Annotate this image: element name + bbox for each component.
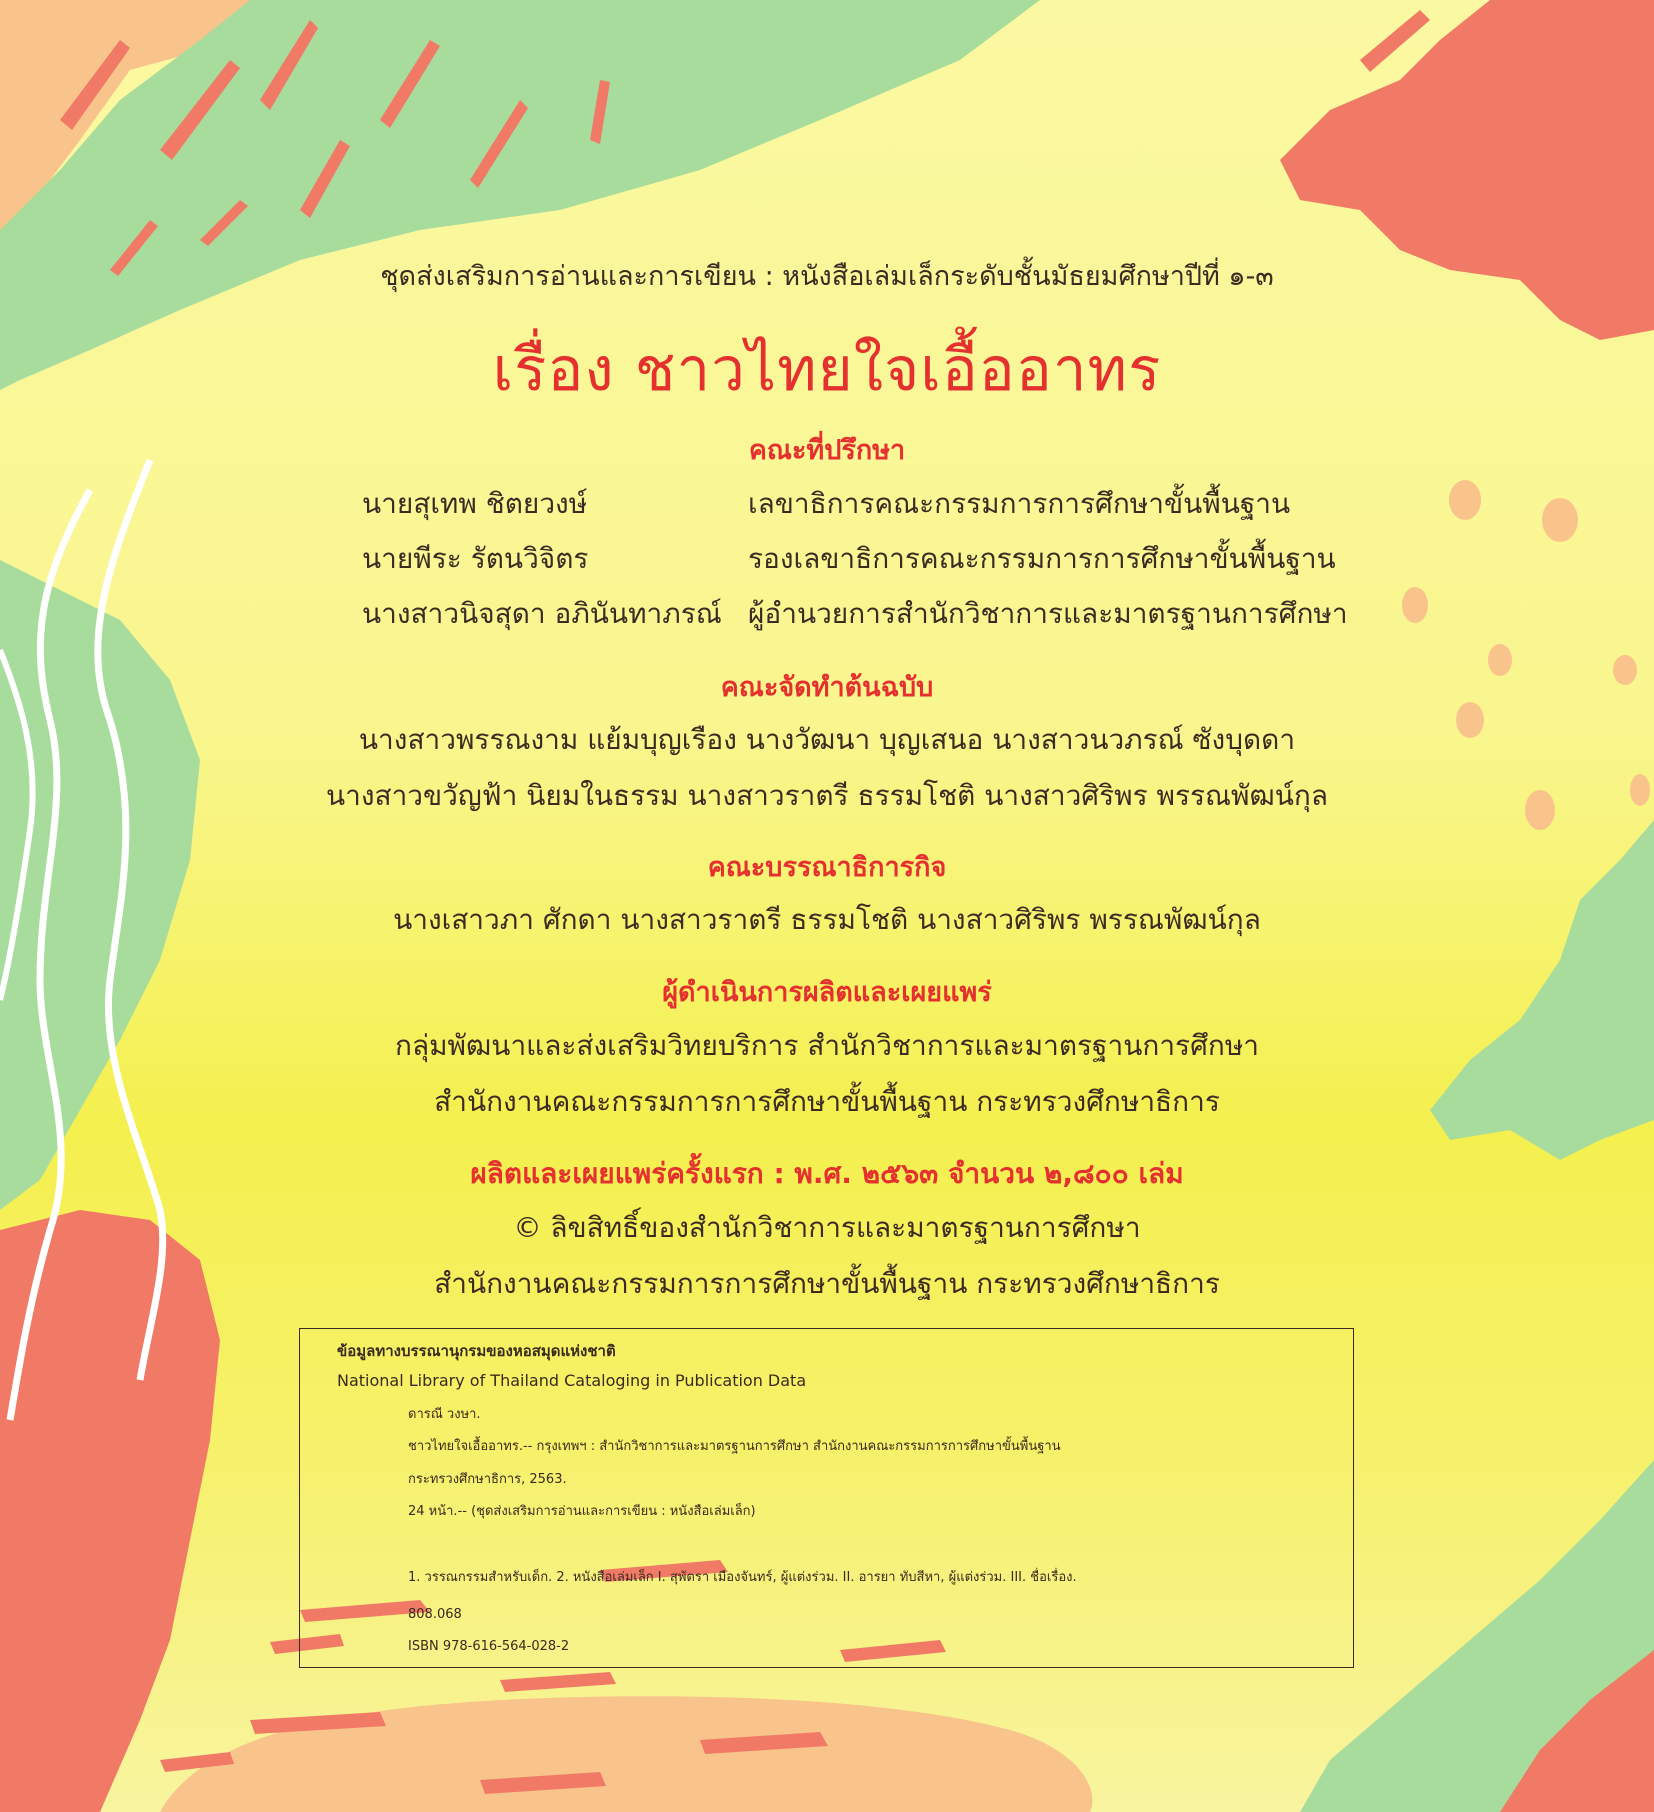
copyright-line: © ลิขสิทธิ์ของสำนักวิชาการและมาตรฐานการศึกษา bbox=[513, 1211, 1141, 1244]
advisor-position: เลขาธิการคณะกรรมการการศึกษาขั้นพื้นฐาน bbox=[748, 487, 1291, 520]
cataloging-pages: 24 หน้า.-- (ชุดส่งเสริมการอ่านและการเขียน : หนังสือเล่มเล็ก) bbox=[408, 1504, 756, 1519]
advisor-name: นายสุเทพ ชิตยวงษ์ bbox=[362, 487, 588, 520]
book-title: เรื่อง ชาวไทยใจเอื้ออาทร bbox=[492, 335, 1162, 405]
cataloging-author: ดารณี วงษา. bbox=[408, 1407, 481, 1422]
editors-line: นางเสาวภา ศักดา นางสาวราตรี ธรรมโชติ นางสาวศิริพร พรรณพัฒน์กุล bbox=[393, 903, 1261, 936]
advisor-name: นางสาวนิจสุดา อภินันทาภรณ์ bbox=[362, 597, 722, 630]
cataloging-classification: 808.068 bbox=[408, 1607, 462, 1622]
original-team-line: นางสาวพรรณงาม แย้มบุญเรือง นางวัฒนา บุญเสนอ นางสาวนวภรณ์ ซังบุดดา bbox=[358, 723, 1296, 756]
advisor-name: นายพีระ รัตนวิจิตร bbox=[362, 542, 589, 575]
cataloging-heading-thai: ข้อมูลทางบรรณานุกรมของหอสมุดแห่งชาติ bbox=[337, 1342, 616, 1360]
advisor-position: ผู้อำนวยการสำนักวิชาการและมาตรฐานการศึกษา bbox=[748, 597, 1348, 630]
cataloging-entry: ชาวไทยใจเอื้ออาทร.-- กรุงเทพฯ : สำนักวิชาการและมาตรฐานการศึกษา สำนักงานคณะกรรมการการศึกษาขั้นพื้นฐาน bbox=[408, 1439, 1061, 1454]
original-team-line: นางสาวขวัญฟ้า นิยมในธรรม นางสาวราตรี ธรรมโชติ นางสาวศิริพร พรรณพัฒน์กุล bbox=[325, 779, 1329, 812]
cataloging-heading-english: National Library of Thailand Cataloging in Publication Data bbox=[337, 1371, 807, 1390]
advisor-position: รองเลขาธิการคณะกรรมการการศึกษาขั้นพื้นฐาน bbox=[748, 542, 1336, 575]
editors-heading: คณะบรรณาธิการกิจ bbox=[707, 852, 947, 883]
publisher-heading: ผู้ดำเนินการผลิตและเผยแพร่ bbox=[662, 977, 992, 1008]
cataloging-box bbox=[299, 1328, 1354, 1668]
copyright-line: สำนักงานคณะกรรมการการศึกษาขั้นพื้นฐาน กระทรวงศึกษาธิการ bbox=[434, 1267, 1220, 1300]
publisher-line: กลุ่มพัฒนาและส่งเสริมวิทยบริการ สำนักวิชาการและมาตรฐานการศึกษา bbox=[394, 1029, 1259, 1062]
cataloging-isbn: ISBN 978-616-564-028-2 bbox=[408, 1639, 570, 1654]
cataloging-subjects: 1. วรรณกรรมสำหรับเด็ก. 2. หนังสือเล่มเล็ก I. สุพัตรา เมืองจันทร์, ผู้แต่งร่วม. II. อารยา ทับสีหา, ผู้แต่งร่วม. III. ชื่อเรื่อง. bbox=[408, 1570, 1077, 1585]
publisher-line: สำนักงานคณะกรรมการการศึกษาขั้นพื้นฐาน กระทรวงศึกษาธิการ bbox=[434, 1085, 1220, 1118]
cataloging-entry: กระทรวงศึกษาธิการ, 2563. bbox=[408, 1472, 567, 1487]
series-title: ชุดส่งเสริมการอ่านและการเขียน : หนังสือเล่มเล็กระดับชั้นมัธยมศึกษาปีที่ ๑-๓ bbox=[380, 261, 1274, 292]
original-team-heading: คณะจัดทำต้นฉบับ bbox=[720, 672, 934, 703]
edition-line: ผลิตและเผยแพร่ครั้งแรก : พ.ศ. ๒๕๖๓ จำนวน ๒,๘๐๐ เล่ม bbox=[470, 1157, 1184, 1190]
advisors-heading: คณะที่ปรึกษา bbox=[748, 435, 906, 466]
